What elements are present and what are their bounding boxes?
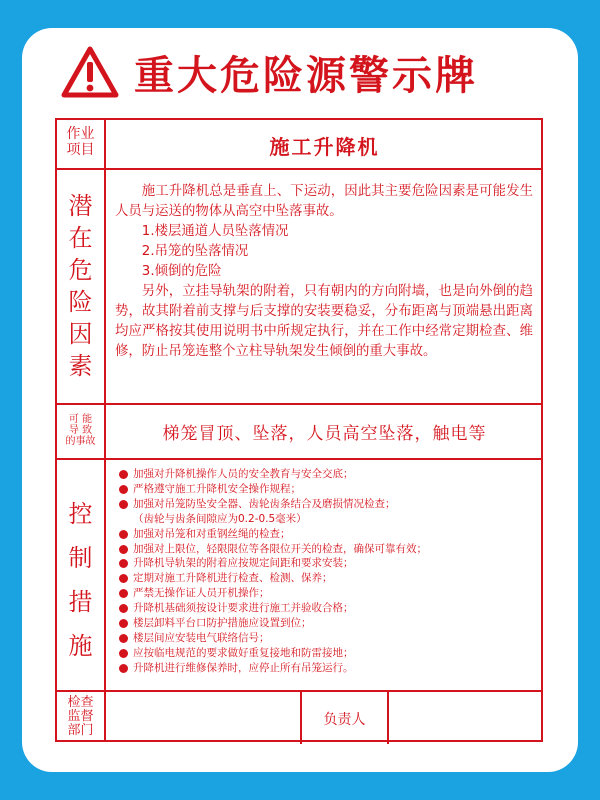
inspection-label-line: 监督: [67, 709, 94, 724]
measure-text: 定期对施工升降机进行检查、检测、保养；: [133, 572, 333, 585]
bullet-icon: [119, 500, 128, 509]
bullet-icon: [119, 574, 128, 583]
bullet-icon: [119, 485, 128, 494]
inspection-label: [57, 696, 104, 738]
measure-text: 楼层卸料平台口防护措施应设置到位；: [133, 617, 312, 630]
hazards-extra: 另外，立挂导轨架的附着，只有朝内的方向附墙，也是向外倒的趋势，故其附着前支撑与后支撑的安装要稳妥，分布距离与顶端悬出距离均应严格按其使用说明书中所规定执行，并在工作中经常定期检查、维修，防止吊笼连整个立柱导轨架发生倾倒的重大事故。: [115, 284, 533, 359]
inspection-label-line: 检查: [67, 695, 94, 710]
measures-label: [57, 492, 104, 668]
hazards-text: [115, 182, 533, 362]
accident-label-line: 可 能: [68, 414, 93, 425]
measure-item: [119, 601, 537, 616]
bullet-icon: [119, 470, 128, 479]
work-item-label-line: 项目: [66, 142, 95, 158]
accident-label: [57, 414, 104, 447]
bullet-icon: [119, 649, 128, 658]
measure-item: [119, 631, 537, 646]
measure-text: 严禁无操作证人员开机操作；: [133, 587, 270, 600]
sign-title: 重大危险源警示牌: [134, 52, 478, 99]
measure-text: 升降机导轨架的附着应按规定间距和要求安装；: [133, 557, 354, 570]
hazards-label: [57, 190, 104, 382]
bullet-icon: [119, 589, 128, 598]
accident-label-line: 的事故: [65, 436, 96, 447]
work-item-value: 施工升降机: [269, 135, 380, 159]
measure-item: [119, 646, 537, 661]
hazards-intro: 施工升降机总是垂直上、下运动，因此其主要危险因素是可能发生人员与运送的物体从高空中坠落事故。: [115, 184, 533, 219]
measure-text: 加强对升降机操作人员的安全教育与安全交底；: [133, 468, 354, 480]
measures-label-char: 制: [68, 544, 93, 572]
sign-header: [60, 40, 540, 104]
warning-triangle-icon: [60, 45, 120, 99]
measure-item: [119, 497, 537, 512]
measure-item: [119, 467, 537, 482]
measures-label-char: 措: [68, 588, 93, 616]
bullet-icon: [119, 545, 128, 554]
hazards-label-char: 潜: [68, 192, 93, 220]
measure-text: 应按临电规范的要求做好重复接地和防雷接地；: [133, 646, 354, 659]
hazards-label-char: 险: [68, 288, 93, 316]
hazards-label-char: 素: [68, 352, 93, 380]
measure-text: 加强对上限位，轻限限位等各限位开关的检查，确保可靠有效；: [133, 542, 427, 555]
responsible-label: 负责人: [323, 712, 366, 728]
hazards-list-item: 2.吊笼的坠落情况: [141, 244, 249, 259]
measure-text: 加强对吊笼和对重钢丝绳的检查；: [133, 527, 291, 540]
measure-text: 加强对吊笼防坠安全器、齿轮齿条结合及磨损情况检查；: [133, 497, 396, 510]
bullet-icon: [119, 530, 128, 539]
measure-item: [119, 527, 537, 542]
measures-label-char: 控: [68, 500, 93, 528]
measures-list: [119, 467, 537, 676]
inspection-label-line: 部门: [67, 723, 94, 738]
measure-text: 升降机基础须按设计要求进行施工并验收合格；: [133, 602, 354, 615]
measures-label-char: 施: [68, 632, 93, 660]
accident-value: 梯笼冒顶、坠落，人员高空坠落，触电等: [162, 424, 487, 444]
work-item-label: [57, 126, 104, 158]
measure-text: 严格遵守施工升降机安全操作规程；: [133, 482, 301, 495]
bullet-icon: [119, 664, 128, 673]
measure-item: [119, 542, 537, 557]
hazards-label-char: 在: [68, 224, 93, 252]
measure-item: [119, 571, 537, 586]
measure-note: （齿轮与齿条间隙应为0.2-0.5毫米）: [133, 512, 307, 525]
hazards-list-item: 1.楼层通道人员坠落情况: [141, 224, 289, 239]
measure-text: 楼层间应安装电气联络信号；: [133, 631, 270, 644]
hazards-label-char: 因: [68, 320, 93, 348]
hazards-list-item: 3.倾倒的危险: [141, 264, 222, 279]
measure-item: [119, 556, 537, 571]
hazards-label-char: 危: [68, 256, 93, 284]
measure-item: [119, 482, 537, 497]
measure-item: [119, 616, 537, 631]
work-item-label-line: 作业: [66, 126, 95, 142]
accident-label-line: 导 致: [68, 425, 93, 436]
measure-item: [119, 661, 537, 676]
bullet-icon: [119, 604, 128, 613]
bullet-icon: [119, 559, 128, 568]
measure-item: [119, 586, 537, 601]
bullet-icon: [119, 634, 128, 643]
measure-text: 升降机进行维修保养时，应停止所有吊笼运行。: [133, 661, 354, 674]
bullet-icon: [119, 619, 128, 628]
hazard-table: [55, 118, 543, 742]
